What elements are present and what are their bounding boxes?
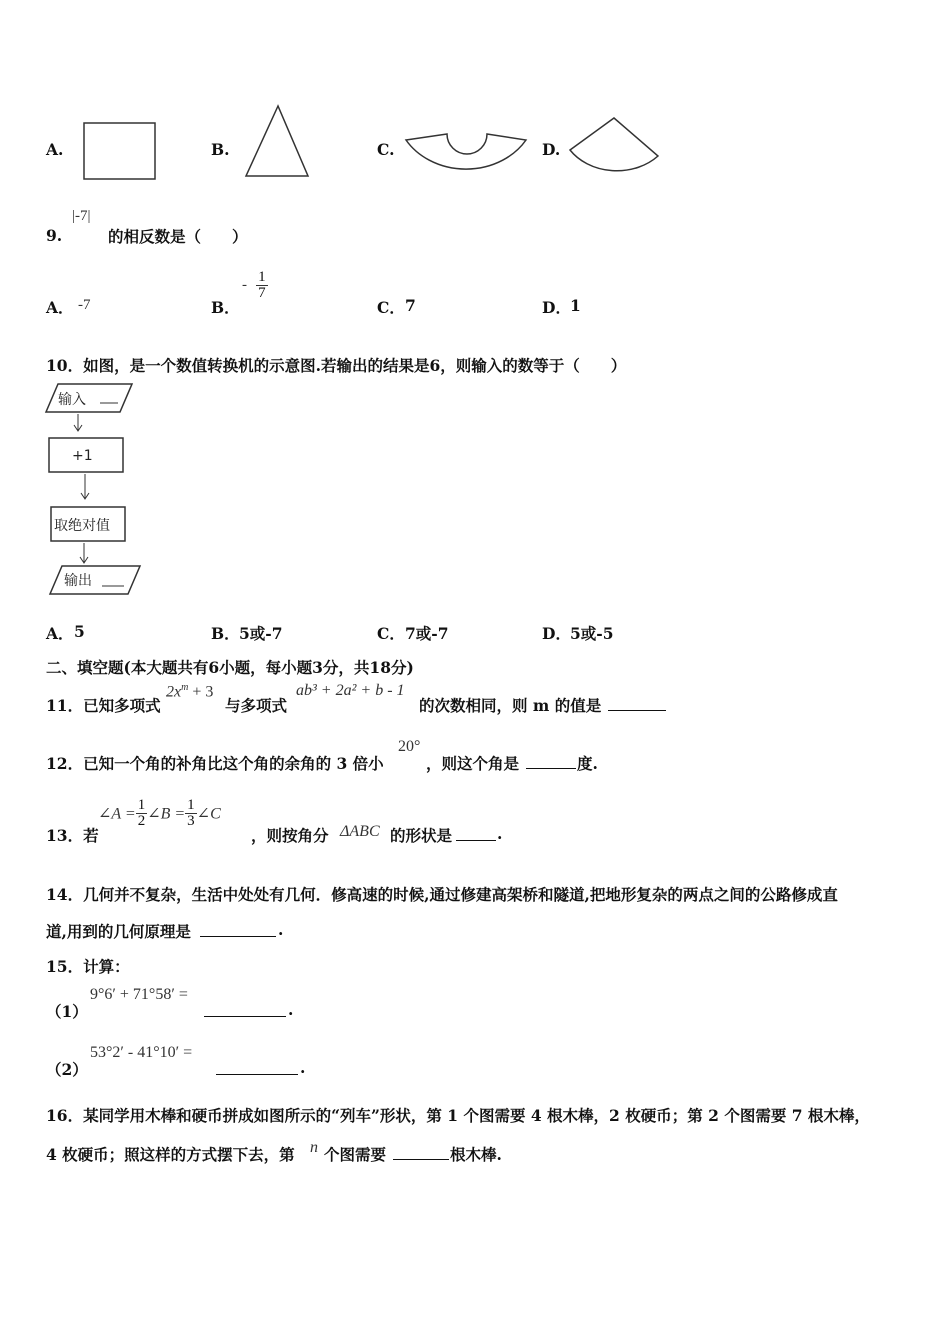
q11-mid: 与多项式 (225, 696, 288, 715)
q9-option-b-denominator: 7 (258, 285, 266, 301)
q15-part2-period: . (300, 1058, 306, 1077)
q16-line-2b: 个图需要 (324, 1145, 387, 1164)
q16-answer-blank[interactable] (393, 1145, 449, 1160)
section-heading: 二、填空题(本大题共有6小题，每小题3分，共18分) (46, 658, 414, 677)
q9-option-b-label: B． (211, 298, 240, 317)
q11-answer-blank[interactable] (608, 696, 666, 711)
q9-option-c-label: C． (377, 298, 405, 317)
q12-unit: 度. (577, 754, 598, 773)
q14-answer-blank[interactable] (200, 922, 276, 937)
q8-annular-sector-figure (402, 128, 530, 186)
q8-option-c-label: C. (377, 140, 395, 159)
q9-option-b-sign: - (242, 277, 247, 293)
q12-angle: 20° (398, 738, 421, 755)
q15-title: 15．计算： (46, 957, 130, 976)
q8-rectangle-figure (80, 118, 160, 184)
q9-number: 9. (46, 226, 63, 245)
q9-option-a-label: A． (46, 298, 74, 317)
q8-sector-figure (568, 112, 663, 184)
q10-text: 10．如图，是一个数值转换机的示意图.若输出的结果是6，则输入的数等于（ ） (46, 356, 627, 375)
q8-option-a-label: A. (46, 140, 64, 159)
q11-prefix: 11．已知多项式 (46, 696, 161, 715)
q13-period: . (497, 824, 503, 843)
flow-input-text: 输入 (58, 392, 86, 408)
q10-option-d-label: D． (542, 624, 571, 643)
q16-line-1: 16．某同学用木棒和硬币拼成如图所示的“列车”形状，第 1 个图需要 4 根木棒，2 枚硬币；第 2 个图需要 7 根木棒， (46, 1106, 870, 1125)
q11-expression-2: ab³ + 2a² + b - 1 (296, 682, 405, 699)
q9-text: 的相反数是（ ） (108, 227, 248, 246)
q15-part1-period: . (288, 1000, 294, 1019)
q15-part2-label: （2） (46, 1060, 88, 1079)
q10-option-c-value: 7或-7 (405, 624, 449, 643)
flow-step1-text: +1 (72, 448, 93, 464)
q16-line-2a: 4 枚硬币；照这样的方式摆下去，第 (46, 1145, 295, 1164)
q15-part1-label: （1） (46, 1002, 88, 1021)
q8-option-b-label: B. (211, 140, 230, 159)
q14-line-2: 道,用到的几何原理是 (46, 922, 191, 941)
q9-option-d-value: 1 (570, 296, 581, 315)
q13-mid: ，则按角分 (251, 826, 329, 845)
q15-part2-expression: 53°2′ - 41°10′ = (90, 1044, 193, 1061)
q16-variable-n: n (310, 1139, 318, 1156)
q8-option-d-label: D. (542, 140, 561, 159)
q15-part1-expression: 9°6′ + 71°58′ = (90, 986, 188, 1003)
q10-option-a-value: 5 (74, 622, 85, 641)
q14-period: . (278, 920, 284, 939)
q9-expression: |-7| (72, 208, 91, 224)
q12-suffix: ，则这个角是 (426, 754, 520, 773)
flow-output-text: 输出 (64, 573, 92, 589)
q10-option-b-label: B． (211, 624, 240, 643)
q12-prefix: 12．已知一个角的补角比这个角的余角的 3 倍小 (46, 754, 384, 773)
q9-option-b-fraction (242, 270, 268, 301)
q10-option-d-value: 5或-5 (570, 624, 614, 643)
q9-option-b-numerator: 1 (258, 269, 266, 285)
q11-suffix: 的次数相同，则 m 的值是 (419, 696, 602, 715)
q11-expression-1: $2x^m + 3$ (166, 682, 214, 701)
q16-line-2c: 根木棒. (450, 1145, 502, 1164)
q14-line-1: 14．几何并不复杂，生活中处处有几何．修高速的时候,通过修建高架桥和隧道,把地形复杂的两点之间的公路修成直 (46, 885, 838, 904)
q8-triangle-figure (240, 100, 316, 182)
q9-option-d-label: D． (542, 298, 571, 317)
q13-expression: ∠A = $\frac{1}{2}$ ∠B = $\frac{1}{3}$ ∠C (98, 797, 221, 829)
q15-part1-blank[interactable] (204, 1002, 286, 1017)
q13-answer-blank[interactable] (456, 826, 496, 841)
q9-option-a-value: -7 (78, 297, 91, 313)
q9-option-c-value: 7 (405, 296, 416, 315)
q10-option-b-value: 5或-7 (239, 624, 283, 643)
q10-flowchart (44, 380, 144, 602)
q10-option-c-label: C． (377, 624, 405, 643)
q13-prefix: 13．若 (46, 826, 99, 845)
q15-part2-blank[interactable] (216, 1060, 298, 1075)
q10-option-a-label: A． (46, 624, 74, 643)
q13-suffix: 的形状是 (390, 826, 453, 845)
q13-triangle: ΔABC (340, 823, 380, 840)
flow-step2-text: 取绝对值 (54, 518, 110, 534)
q12-answer-blank[interactable] (526, 754, 576, 769)
